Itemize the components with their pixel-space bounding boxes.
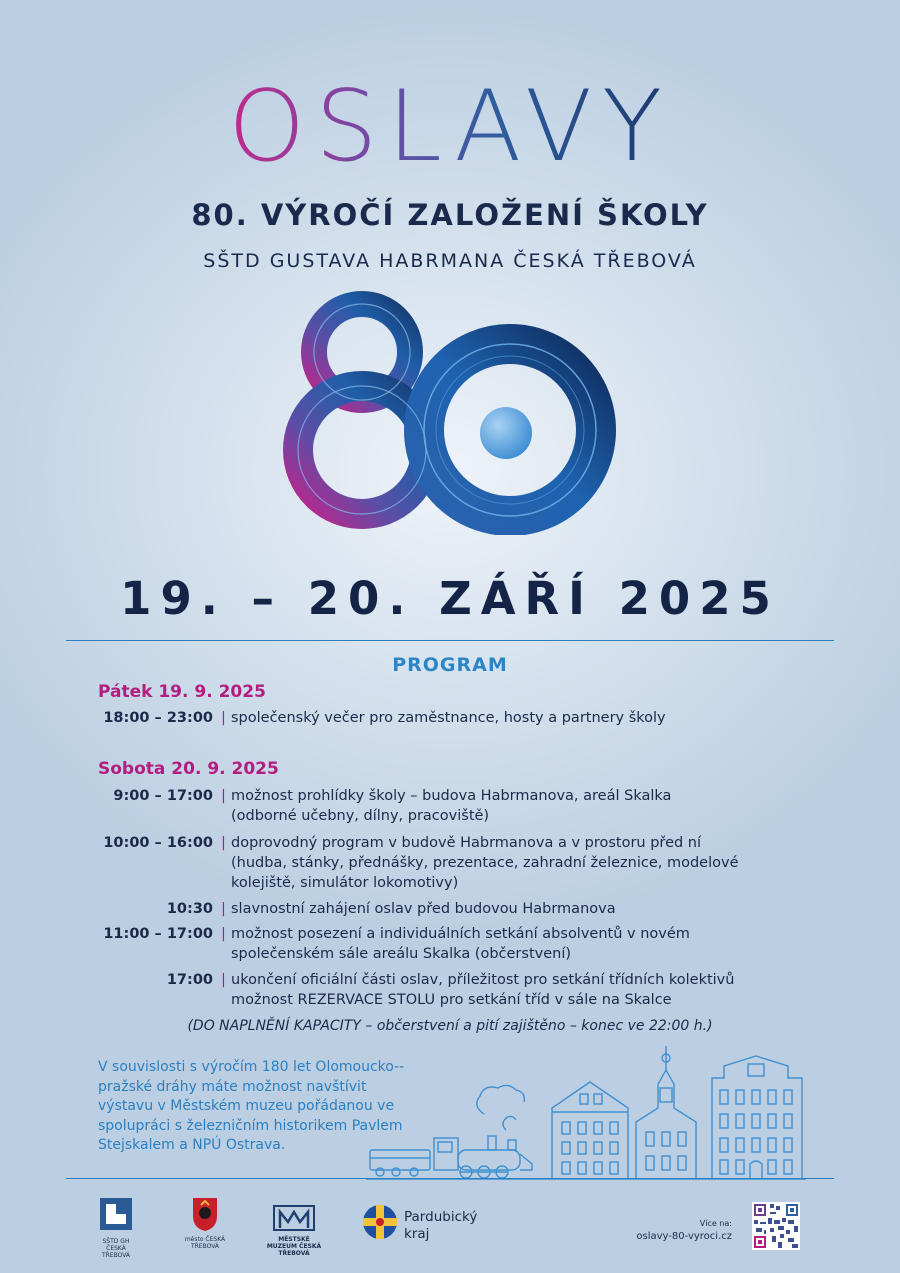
region-name: Pardubický kraj <box>404 1209 478 1242</box>
day-friday-label: Pátek 19. 9. 2025 <box>98 682 266 702</box>
anniversary-subtitle: 80. VÝROČÍ ZALOŽENÍ ŠKOLY <box>191 198 709 232</box>
qr-code-icon[interactable] <box>752 1202 800 1250</box>
sponsor-region <box>360 1204 400 1248</box>
city-coat-of-arms-icon <box>180 1196 230 1232</box>
website-link[interactable]: oslavy-80-vyroci.cz <box>636 1231 732 1242</box>
more-info-label: Více na: <box>699 1219 732 1228</box>
sponsor-school: SŠTD GH ČESKÁ TŘEBOVÁ <box>92 1196 140 1259</box>
sponsor-city: město ČESKÁ TŘEBOVÁ <box>180 1196 230 1250</box>
school-logo-icon <box>92 1196 140 1234</box>
event-date: 19. – 20. ZÁŘÍ 2025 <box>120 572 780 625</box>
region-logo-icon <box>360 1204 400 1244</box>
day-saturday-label: Sobota 20. 9. 2025 <box>98 759 279 779</box>
eighty-logo-icon <box>280 290 620 535</box>
sponsor-museum: MĚSTSKÉ MUZEUM ČESKÁ TŘEBOVÁ <box>266 1204 322 1257</box>
program-heading: PROGRAM <box>392 654 508 676</box>
divider-bottom <box>66 1178 834 1179</box>
museum-logo-icon <box>266 1204 322 1232</box>
divider-top <box>66 640 834 641</box>
train-and-town-illustration <box>366 1042 806 1182</box>
poster-title: OSLAVY <box>228 70 672 184</box>
school-name: SŠTD GUSTAVA HABRMANA ČESKÁ TŘEBOVÁ <box>203 250 697 272</box>
museum-exhibition-text: V souvislosti s výročím 180 let Olomoucko--pražské dráhy máte možnost navštívit výstavu v Městském muzeu pořádanou ve spolupráci s železničním historikem Pavlem Stejskalem a NPÚ Ostrava. <box>98 1059 405 1153</box>
capacity-note: (DO NAPLNĚNÍ KAPACITY – občerstvení a pití zajištěno – konec ve 22:00 h.) <box>187 1018 713 1034</box>
